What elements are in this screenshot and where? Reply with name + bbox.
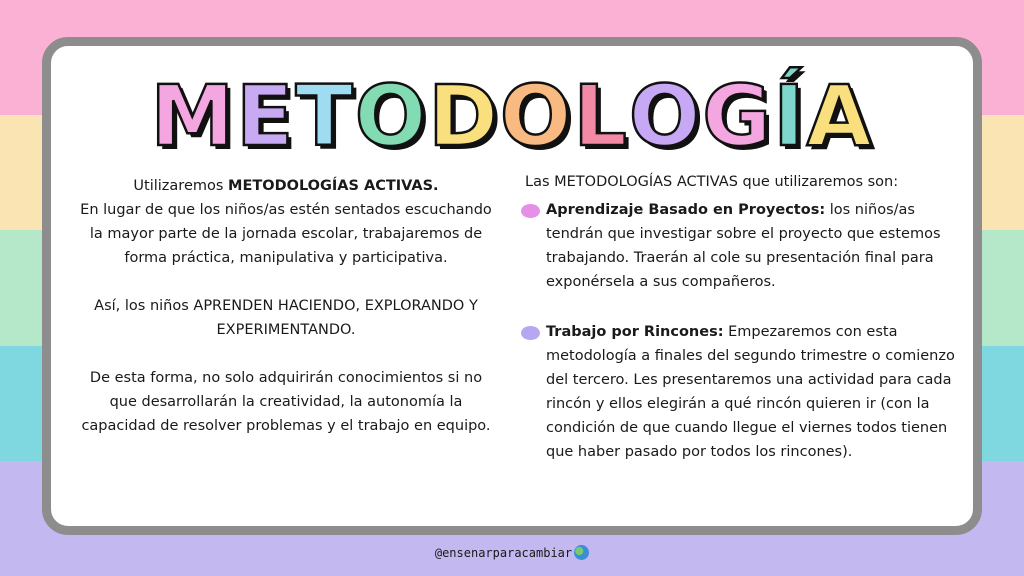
footer-handle <box>0 543 1024 563</box>
globe-icon <box>574 545 589 560</box>
item-text: los niños/as tendrán que investigar sobre el proyecto que estemos trabajando. Traerán al cole su presentación final para exponérsela a sus compañeros. <box>546 202 941 290</box>
title-letter: O <box>628 67 703 165</box>
list-item-corners <box>511 320 971 464</box>
methods-intro: Las METODOLOGÍAS ACTIVAS que utilizaremos son: <box>525 174 899 190</box>
bullet-icon <box>521 326 540 340</box>
title-letter: O <box>354 67 429 165</box>
title-letter: A <box>806 67 874 165</box>
title-letter: M <box>150 67 237 165</box>
title-letter: L <box>573 67 629 165</box>
right-column <box>511 170 971 464</box>
title-letter: O <box>499 67 574 165</box>
left-column <box>77 174 495 462</box>
intro-body: En lugar de que los niños/as estén sentados escuchando la mayor parte de la jornada escolar, trabajaremos de forma práctica, manipulativa y participativa. <box>80 202 492 266</box>
intro-bold: METODOLOGÍAS ACTIVAS. <box>228 178 439 194</box>
item-title: Aprendizaje Basado en Proyectos: <box>546 202 826 218</box>
benefits-paragraph: De esta forma, no solo adquirirán conocimientos si no que desarrollarán la creatividad, la autonomía la capacidad de resolver problemas y el trabajo en equipo. <box>81 370 491 434</box>
title-letter: E <box>236 67 296 165</box>
learning-paragraph: Así, los niños APRENDEN HACIENDO, EXPLORANDO Y EXPERIMENTANDO. <box>94 298 478 338</box>
item-title: Trabajo por Rincones: <box>546 324 724 340</box>
title-letter: D <box>428 67 500 165</box>
bullet-icon <box>521 204 540 218</box>
title-letter: G <box>702 67 774 165</box>
content-card <box>42 37 982 535</box>
title-letter: Í <box>773 67 807 165</box>
intro-paragraph <box>77 174 495 270</box>
list-item-projects <box>511 198 971 294</box>
page-title <box>51 68 973 164</box>
intro-prefix: Utilizaremos <box>133 178 229 194</box>
item-text: Empezaremos con esta metodología a finales del segundo trimestre o comienzo del tercero. Les presentaremos una actividad para cada rincón y ellos elegirán a qué rincón quieren ir (con la condición de que cuando llegue el viernes todos tienen que haber pasado por todos los rincones). <box>546 324 955 460</box>
title-letter: T <box>295 67 355 165</box>
social-handle: @ensenarparacambiar <box>434 546 573 560</box>
